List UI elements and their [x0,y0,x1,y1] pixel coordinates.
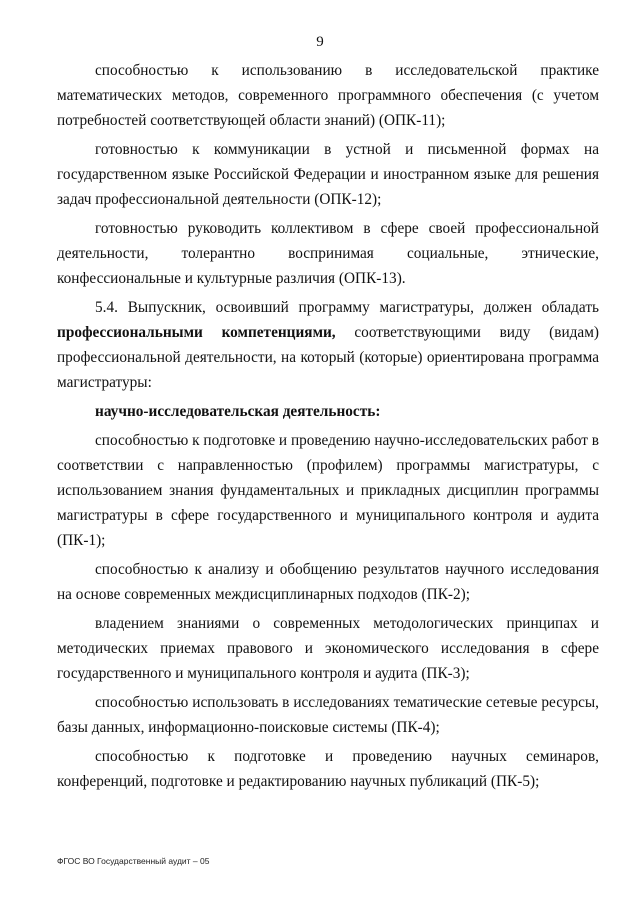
paragraph-opk-12: готовностью к коммуникации в устной и письменной формах на государственном языке Российской Федерации и иностранном языке для решения задач профессиональной деятельности (ОПК-12); [57,141,599,208]
paragraph-opk-11: способностью к использованию в исследовательской практике математических методов, современного программного обеспечения (с учетом потребностей соответствующей области знаний) (ОПК-11); [57,62,599,129]
paragraph-5-4 [57,295,599,395]
paragraph-pk-4: способностью использовать в исследованиях тематические сетевые ресурсы, базы данных, информационно-поисковые системы (ПК-4); [57,694,599,736]
paragraph-5-4-suffix: соответствующими виду (видам) профессиональной деятельности, на который (которые) ориентирована программа магистратуры: [57,324,599,391]
paragraph-pk-1: способностью к подготовке и проведению научно-исследовательских работ в соответствии с направленностью (профилем) программы магистратуры, с использованием знания фундаментальных и прикладных дисциплин программы магистратуры в сфере государственного и муниципального контроля и аудита (ПК-1); [57,432,600,549]
paragraph-5-4-bold: профессиональными компетенциями, [57,324,336,341]
page-footer: ФГОС ВО Государственный аудит – 05 [57,856,210,866]
page-number: 9 [316,34,324,50]
paragraph-5-4-prefix: 5.4. Выпускник, освоивший программу магистратуры, должен обладать [95,299,599,316]
paragraph-pk-3: владением знаниями о современных методологических принципах и методических приемах правового и экономического исследования в сфере государственного и муниципального контроля и аудита (ПК-3); [57,615,599,682]
section-heading-research: научно-исследовательская деятельность: [95,403,381,420]
document-body [57,58,599,798]
paragraph-pk-2: способностью к анализу и обобщению результатов научного исследования на основе современных междисциплинарных подходов (ПК-2); [57,561,599,603]
paragraph-opk-13: готовностью руководить коллективом в сфере своей профессиональной деятельности, толерантно воспринимая социальные, этнические, конфессиональные и культурные различия (ОПК-13). [57,220,599,287]
paragraph-pk-5: способностью к подготовке и проведению научных семинаров, конференций, подготовке и редактированию научных публикаций (ПК-5); [57,748,599,790]
